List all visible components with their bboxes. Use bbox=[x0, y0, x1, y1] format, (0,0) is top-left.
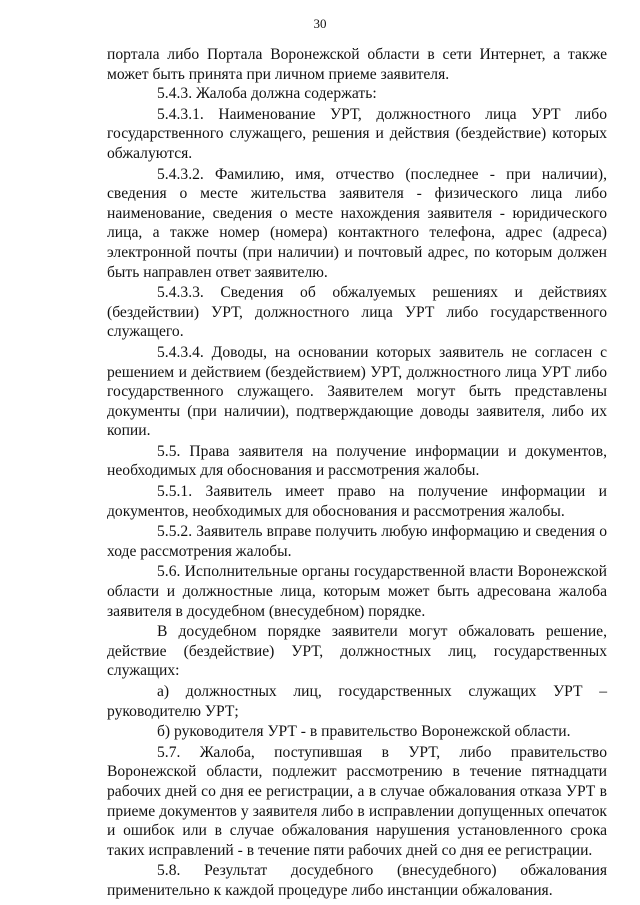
paragraph-item-a: а) должностных лиц, государственных служащих УРТ – руководителю УРТ; bbox=[107, 683, 607, 720]
paragraph-5-5: 5.5. Права заявителя на получение информации и документов, необходимых для обоснования и рассмотрения жалобы. bbox=[107, 442, 607, 480]
paragraph-5-4-3-1: 5.4.3.1. Наименование УРТ, должностного лица УРТ либо государственного служащего, решения и действия (бездействие) которых обжалуются. bbox=[107, 105, 607, 162]
paragraph-5-5-2: 5.5.2. Заявитель вправе получить любую информацию и сведения о ходе рассмотрения жалобы. bbox=[107, 523, 607, 560]
paragraph-item-b: б) руководителя УРТ - в правительство Воронежской области. bbox=[157, 723, 571, 741]
paragraph-5-6: 5.6. Исполнительные органы государственной власти Воронежской области и должностные лица, которым может быть адресована жалоба заявителя в досудебном (внесудебном) порядке. bbox=[107, 563, 607, 620]
paragraph-5-4-3: 5.4.3. Жалоба должна содержать: bbox=[157, 85, 377, 103]
paragraph-5-5-1: 5.5.1. Заявитель имеет право на получение информации и документов, необходимых для обоснования и рассмотрения жалобы. bbox=[107, 483, 607, 520]
paragraph-5-7: 5.7. Жалоба, поступившая в УРТ, либо правительство Воронежской области, подлежит рассмотрению в течение пятнадцати рабочих дней со дня ее регистрации, а в случае обжалования отказа УРТ в приеме документов у заявителя либо в исправлении допущенных опечаток и ошибок или в случае обжалования нарушения установленного срока таких исправлений - в течение пяти рабочих дней со дня ее регистрации. bbox=[107, 743, 607, 859]
paragraph-5-4-3-2: 5.4.3.2. Фамилию, имя, отчество (последнее - при наличии), сведения о месте жительства заявителя - физического лица либо наименование, сведения о месте нахождения заявителя - юридического лица, а также номер (номера) контактного телефона, адрес (адреса) электронной почты (при наличии) и почтовый адрес, по которым должен быть направлен ответ заявителю. bbox=[107, 165, 607, 281]
paragraph-portal-continuation: портала либо Портала Воронежской области в сети Интернет, а также может быть принята при личном приеме заявителя. bbox=[107, 46, 607, 83]
paragraph-5-4-3-4: 5.4.3.4. Доводы, на основании которых заявитель не согласен с решением и действием (бездействием) УРТ, должностного лица УРТ либо государственного служащего. Заявителем могут быть представлены документы (при наличии), подтверждающие доводы заявителя, либо их копии. bbox=[107, 343, 607, 440]
paragraph-pretrial-appeal: В досудебном порядке заявители могут обжаловать решение, действие (бездействие) УРТ, должностных лиц, государственных служащих: bbox=[107, 623, 607, 680]
document-body bbox=[107, 45, 607, 901]
page-number: 30 bbox=[313, 16, 327, 31]
paragraph-5-4-3-3: 5.4.3.3. Сведения об обжалуемых решениях и действиях (бездействии) УРТ, должностного лица УРТ либо государственного служащего. bbox=[107, 284, 607, 341]
paragraph-5-8: 5.8. Результат досудебного (внесудебного) обжалования применительно к каждой процедуре либо инстанции обжалования. bbox=[107, 862, 607, 899]
